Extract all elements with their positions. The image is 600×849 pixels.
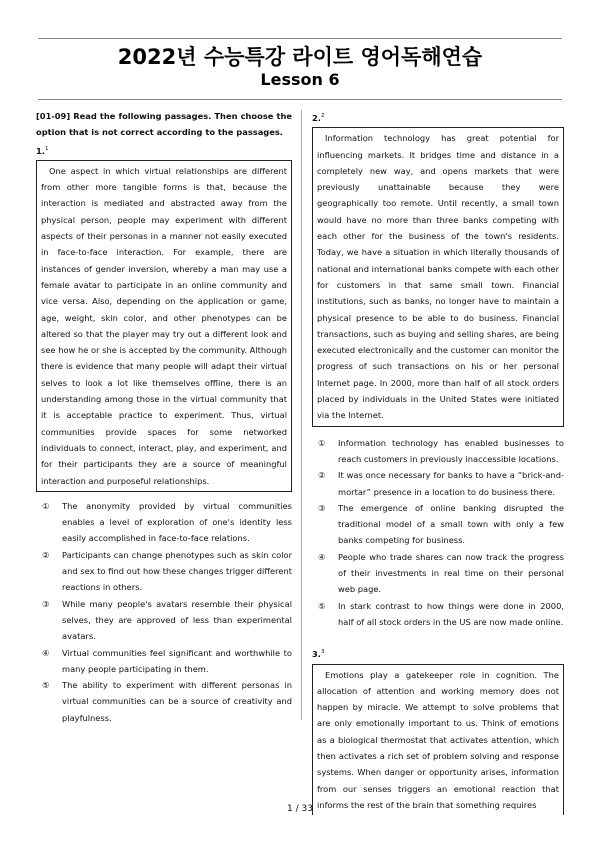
option-text: The ability to experiment with different personas in virtual communities can be a source of creativity and playfulness. [62,680,292,723]
question-1-option-1[interactable] [36,498,292,547]
option-marker: ② [42,549,50,560]
option-text: Virtual communities feel significant and worthwhile to many people participating in them. [62,647,292,674]
lesson-subtitle: Lesson 6 [260,70,340,89]
question-2-option-2[interactable] [312,467,564,500]
question-1-option-2[interactable] [36,547,292,596]
option-text: It was once necessary for banks to have a “brick-and-mortar” presence in a location to do business there. [338,470,564,497]
question-1-options [36,498,292,726]
top-rule [38,38,562,39]
question-3-passage: Emotions play a gatekeeper role in cognition. The allocation of attention and working memory does not happen by miracle. We attempt to solve problems that are only emotionally important to us. Think of emotions as a biological thermostat that activates attention, which then activates a rich set of problem solving and response systems. When danger or opportunity arises, information from our senses triggers an emotional reaction that informs the rest of the brain that something requires [312,664,564,816]
option-marker: ② [318,470,326,481]
right-column [312,108,564,815]
option-text: People who trade shares can now track the progress of their investments in real time on their personal web page. [338,551,564,595]
question-1-option-5[interactable] [36,677,292,726]
option-marker: ③ [42,598,50,609]
question-1-option-3[interactable] [36,596,292,645]
question-2-option-1[interactable] [312,435,564,468]
option-marker: ④ [318,551,326,562]
question-3-label: 3. [312,649,321,660]
question-3-footnote: 3 [320,649,325,656]
question-2-label: 2. [312,113,321,123]
left-column [36,108,292,726]
option-text: The emergence of online banking disrupted the traditional model of a small town with only a few banks competing for business. [338,502,564,546]
question-2-options [312,435,564,631]
question-2-passage: Information technology has great potential for influencing markets. It bridges time and distance in a completely new way, and opens markets that were previously unattainable because they were geographically too remote. Until recently, a small town would have no more than three banks competing with each other for the business of the town's residents. Today, we have a situation in which literally thousands of national and international banks compete with each other for customers in that same small town. Financial institutions, such as banks, no longer have to maintain a physical presence to be able to do business. Financial transactions, such as buying and selling shares, are being executed electronically and the customer can monitor the progress of such transactions on his or her personal Internet page. In 2000, more than half of all stock orders placed by individuals in the United States were initiated via the Internet. [312,127,564,426]
option-text: Participants can change phenotypes such as skin color and sex to find out how these changes trigger different reactions in others. [62,549,292,593]
page-number: 1 / 33 [287,804,313,814]
option-text: In stark contrast to how things were done in 2000, half of all stock orders in the US are now made online. [338,600,564,627]
option-marker: ① [42,500,50,511]
question-3-number [312,644,564,662]
question-2-option-5[interactable] [312,598,564,631]
question-1-footnote: 1 [44,145,49,152]
question-2-option-3[interactable] [312,500,564,549]
page-title: 2022년 수능특강 라이트 영어독해연습 [117,45,483,69]
option-marker: ⑤ [318,600,326,611]
column-divider [301,110,302,720]
section-instruction: [01-09] Read the following passages. Then choose the option that is not correct according to the passages. [36,111,292,138]
option-marker: ④ [42,647,50,658]
option-marker: ① [318,437,326,448]
question-1-label: 1. [36,145,45,156]
question-2-number [312,108,564,126]
option-marker: ⑤ [42,680,50,691]
header-bottom-rule [38,99,562,100]
option-text: The anonymity provided by virtual communities enables a level of exploration of one's identity less easily accomplished in face-to-face relations. [62,500,292,544]
question-1-option-4[interactable] [36,645,292,678]
option-text: Information technology has enabled businesses to reach customers in previously inaccessible locations. [338,437,564,464]
option-text: While many people's avatars resemble their physical selves, they are approved of less than experimental avatars. [62,598,292,642]
option-marker: ③ [318,502,326,513]
question-1-passage: One aspect in which virtual relationships are different from other more tangible forms is that, because the interaction is mediated and abstracted away from the physical person, people may experiment with different aspects of their personas in a manner not easily executed in face-to-face interaction. For example, there are instances of gender inversion, whereby a man may use a female avatar to participate in an online community and vice versa. Also, depending on the application or game, age, weight, skin color, and other phenotypes can be altered so that the player may try out a different look and see how he or she is accepted by the community. Although there is evidence that many people will adapt their virtual selves to look a lot like themselves offline, there is an understanding among those in the virtual community that it is acceptable practice to experiment. Thus, virtual communities provide spaces for some networked individuals to connect, interact, play, and experiment, and for their participants they are a source of meaningful interaction and purposeful relationships. [36,160,292,492]
question-2-option-4[interactable] [312,549,564,598]
spacer [312,630,564,644]
question-2-footnote: 2 [320,113,325,119]
question-1-number [36,141,292,159]
